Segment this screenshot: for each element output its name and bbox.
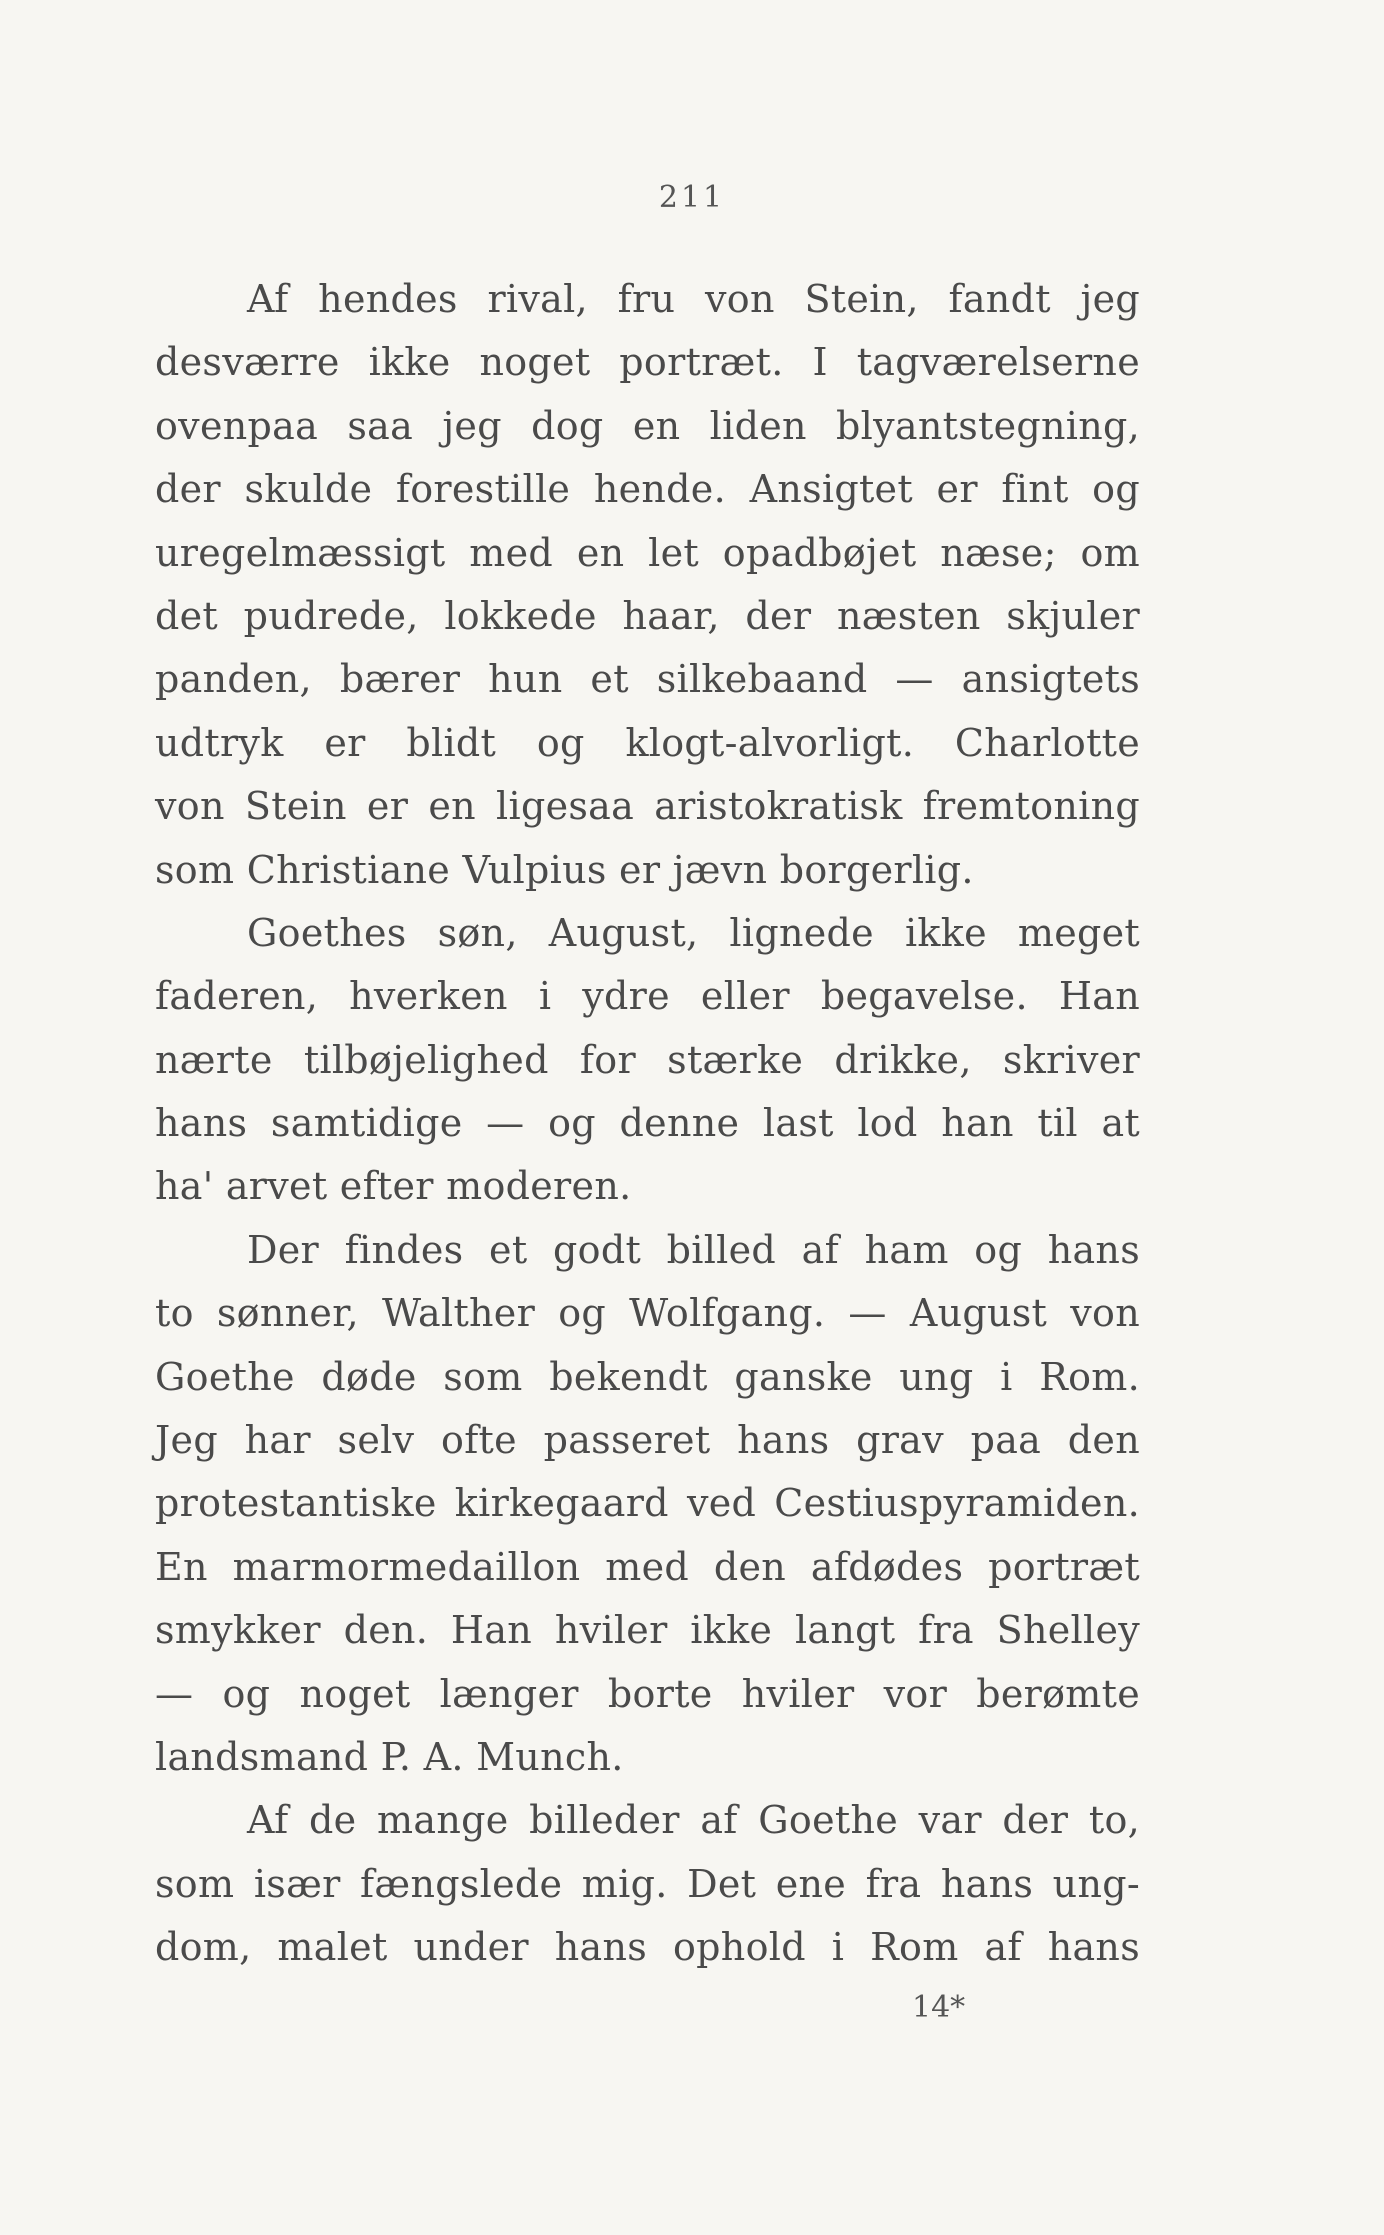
text-line: Af de mange billeder af Goethe var der to, [247,1798,1140,1843]
text-line: der skulde forestille hende. Ansigtet er fint og [155,467,1140,512]
text-line: som især fængslede mig. Det ene fra hans ung- [155,1861,1140,1906]
text-line: En marmormedaillon med den afdødes portræt [155,1544,1140,1589]
text-line: nærte tilbøjelighed for stærke drikke, skriver [155,1037,1140,1082]
signature-mark: 14* [912,1990,966,2025]
text-line: Af hendes rival, fru von Stein, fandt jeg [247,277,1140,321]
text-line: det pudrede, lokkede haar, der næsten skjuler [155,593,1140,638]
text-line: ha' arvet efter moderen. [155,1164,632,1209]
body-text [155,268,1140,1980]
text-line: Goethe døde som bekendt ganske ung i Rom. [155,1354,1140,1399]
text-line: Goethes søn, August, lignede ikke meget [247,910,1140,955]
text-line: dom, malet under hans ophold i Rom af hans [155,1925,1140,1970]
text-line: ovenpaa saa jeg dog en liden blyantstegning, [155,403,1140,448]
text-line: landsmand P. A. Munch. [155,1734,624,1779]
text-line: faderen, hverken i ydre eller begavelse. Han [155,974,1140,1019]
text-line: panden, bærer hun et silkebaand — ansigtets [155,657,1140,702]
text-line: hans samtidige — og denne last lod han til at [155,1101,1140,1146]
text-line: udtryk er blidt og klogt-alvorligt. Charlotte [155,720,1140,765]
page-number: 211 [658,180,726,215]
text-line: — og noget længer borte hviler vor berømte [155,1671,1140,1716]
text-line: von Stein er en ligesaa aristokratisk fremtoning [155,784,1140,829]
text-line: Der findes et godt billed af ham og hans [247,1227,1140,1272]
text-line: protestantiske kirkegaard ved Cestiuspyramiden. [155,1481,1140,1526]
text-line: smykker den. Han hviler ikke langt fra Shelley [155,1608,1140,1653]
text-line: desværre ikke noget portræt. I tagværelserne [155,340,1140,385]
text-line: uregelmæssigt med en let opadbøjet næse; om [155,530,1140,575]
text-line: som Christiane Vulpius er jævn borgerlig. [155,847,974,892]
text-line: to sønner, Walther og Wolfgang. — August von [155,1291,1140,1336]
text-line: Jeg har selv ofte passeret hans grav paa den [155,1418,1140,1463]
